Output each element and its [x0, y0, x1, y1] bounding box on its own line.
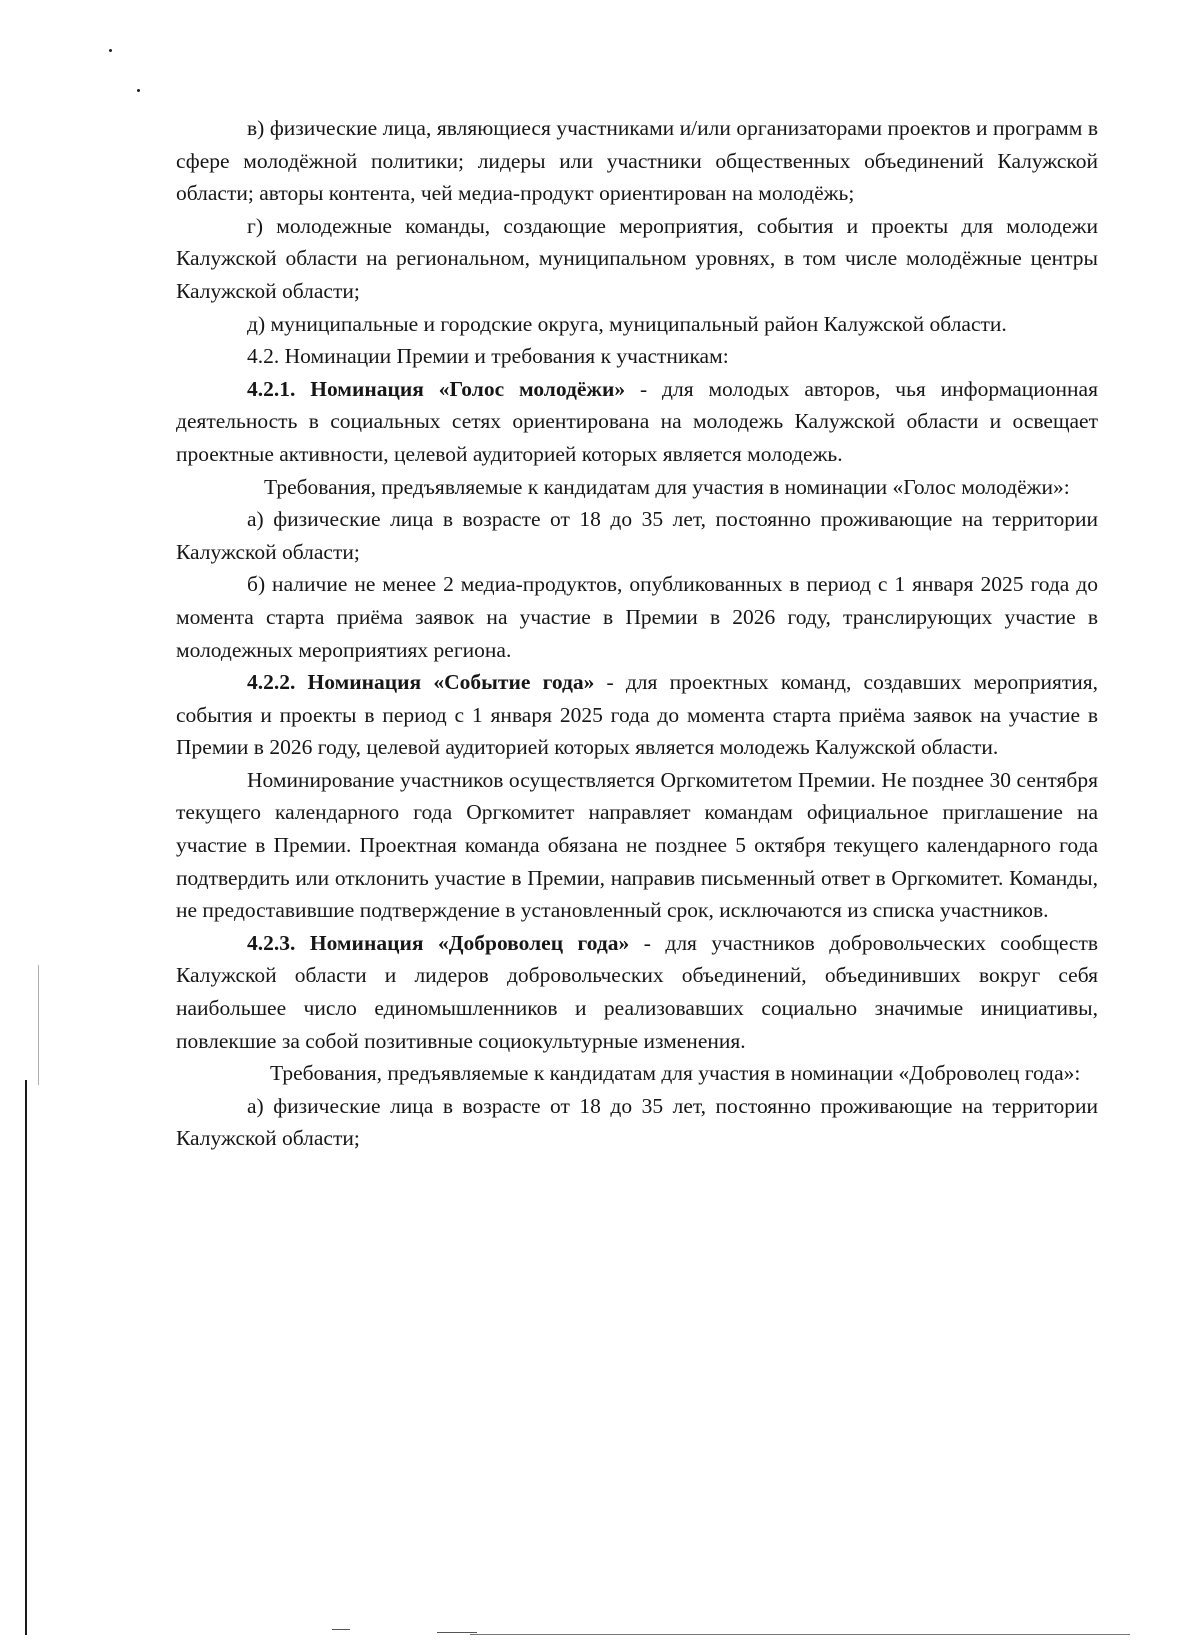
paragraph-v: в) физические лица, являющиеся участниками и/или организаторами проектов и программ в сфере молодёжной политики; лидеры или участники общественных объединений Калужской области; авторы контента, чей медиа-продукт ориентирован на молодёжь;	[176, 116, 1098, 206]
scan-speck	[109, 49, 112, 52]
nomination-procedure: Номинирование участников осуществляется Оргкомитетом Премии. Не позднее 30 сентября текущего календарного года Оргкомитет направляет командам официальное приглашение на участие в Премии. Проектная команда обязана не позднее 5 октября текущего календарного года подтвердить или отклонить участие в Премии, направив письменный ответ в Оргкомитет. Команды, не предоставившие подтверждение в установленный срок, исключаются из списка участников.	[176, 767, 1098, 923]
nomination-description: - для молодых авторов, чья информационная деятельность в социальных сетях ориентирована на молодежь Калужской области и освещает проектные активности, целевой аудиторией которых является молодежь.	[176, 376, 1098, 466]
requirements-intro-3: Требования, предъявляемые к кандидатам для участия в номинации «Доброволец года»:	[270, 1061, 1081, 1086]
scan-speck	[137, 89, 140, 92]
requirement-a-1: а) физические лица в возрасте от 18 до 35 лет, постоянно проживающие на территории Калужской области;	[176, 507, 1098, 564]
nomination-title: 4.2.1. Номинация «Голос молодёжи»	[247, 376, 626, 401]
nomination-description: - для проектных команд, создавших мероприятия, события и проекты в период с 1 января 2025 года до момента старта приёма заявок на участие в Премии в 2026 году, целевой аудиторией которых является молодежь Калужской области.	[176, 670, 1099, 760]
requirements-intro-1: Требования, предъявляемые к кандидатам для участия в номинации «Голос молодёжи»:	[264, 474, 1070, 499]
nomination-title: 4.2.2. Номинация «Событие года»	[247, 670, 595, 695]
requirement-a-3: а) физические лица в возрасте от 18 до 35 лет, постоянно проживающие на территории Калужской области;	[176, 1093, 1098, 1151]
scan-bottom-mark	[332, 1629, 350, 1630]
nomination-title: 4.2.3. Номинация «Доброволец года»	[247, 930, 630, 955]
nomination-description: - для участников добровольческих сообществ Калужской области и лидеров добровольческих объединений, объединивших вокруг себя наибольшее число единомышленников и реализовавших социально значимые инициативы, повлекшие за собой позитивные социокультурные изменения.	[176, 930, 1098, 1053]
document-body	[176, 112, 1098, 1155]
scan-bottom-mark	[437, 1632, 477, 1633]
paragraph-d: д) муниципальные и городские округа, муниципальный район Калужской области.	[247, 311, 1007, 336]
scan-edge-line	[38, 965, 39, 1085]
section-heading-4-2: 4.2. Номинации Премии и требования к участникам:	[247, 344, 729, 369]
scan-edge-line	[25, 1080, 27, 1635]
nomination-4-2-3	[176, 927, 1098, 1057]
requirement-b-1: б) наличие не менее 2 медиа-продуктов, опубликованных в период с 1 января 2025 года до момента старта приёма заявок на участие в Премии в 2026 году, транслирующих участие в молодежных мероприятиях региона.	[176, 572, 1098, 662]
paragraph-g: г) молодежные команды, создающие мероприятия, события и проекты для молодежи Калужской области на региональном, муниципальном уровнях, в том числе молодёжные центры Калужской области;	[176, 213, 1098, 303]
nomination-4-2-1	[176, 373, 1098, 471]
nomination-4-2-2	[176, 666, 1098, 764]
scan-bottom-mark	[470, 1634, 1130, 1635]
